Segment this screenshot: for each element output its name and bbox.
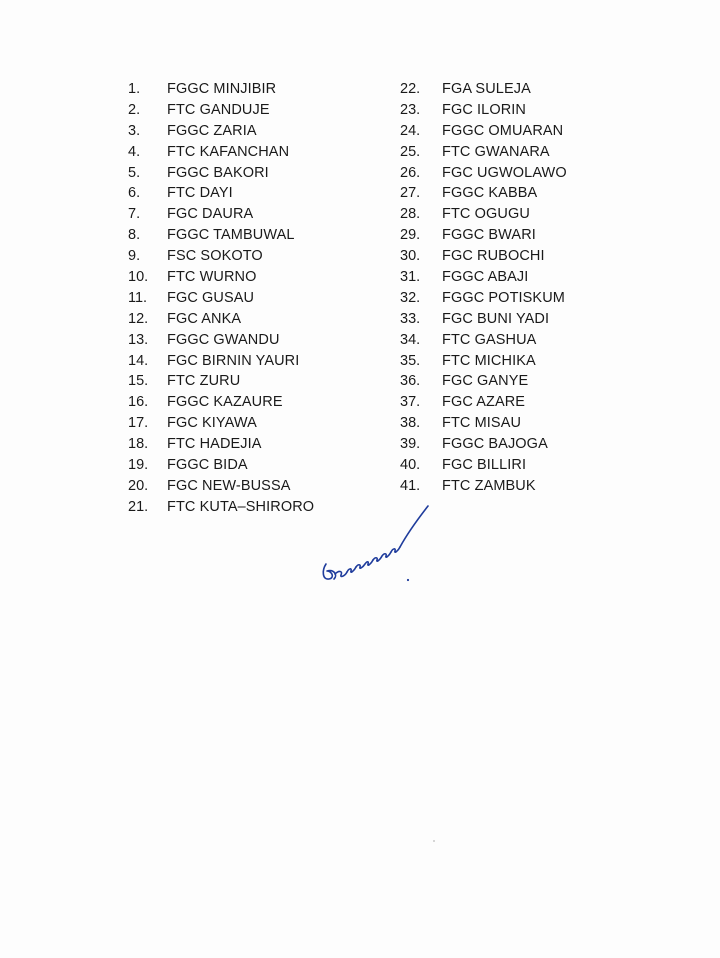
school-name: FGC GUSAU xyxy=(167,289,255,306)
list-item xyxy=(400,183,650,204)
list-item-number: 41. xyxy=(400,477,421,494)
list-item xyxy=(128,183,388,204)
list-item-number: 39. xyxy=(400,436,421,453)
school-name: FTC DAYI xyxy=(167,185,233,202)
list-item xyxy=(128,413,388,434)
school-name: FGGC POTISKUM xyxy=(442,289,565,306)
school-name: FTC MICHIKA xyxy=(442,352,536,369)
list-item xyxy=(400,455,650,476)
list-item xyxy=(400,204,650,225)
list-item-number: 35. xyxy=(400,352,421,369)
list-item-number: 16. xyxy=(128,394,149,411)
list-item-number: 12. xyxy=(128,310,149,327)
list-item-number: 9. xyxy=(128,248,141,265)
school-name: FGC RUBOCHI xyxy=(442,248,545,265)
list-item-number: 10. xyxy=(128,269,149,286)
list-item-number: 25. xyxy=(400,143,421,160)
school-name: FTC GASHUA xyxy=(442,331,537,348)
school-name: FGGC ZARIA xyxy=(167,122,257,139)
list-item-number: 27. xyxy=(400,185,421,202)
school-name: FGC GANYE xyxy=(442,373,529,390)
school-name: FGGC MINJIBIR xyxy=(167,81,277,97)
school-name: FGC BUNI YADI xyxy=(442,310,550,327)
school-name: FGC UGWOLAWO xyxy=(442,164,567,181)
list-item-number: 18. xyxy=(128,436,149,453)
list-item xyxy=(128,79,388,100)
list-item-number: 20. xyxy=(128,477,149,494)
list-item-number: 1. xyxy=(128,81,141,97)
school-name: FTC ZAMBUK xyxy=(442,477,536,494)
list-item xyxy=(128,246,388,267)
list-item xyxy=(128,392,388,413)
list-item xyxy=(128,142,388,163)
school-name: FGGC BWARI xyxy=(442,227,536,244)
school-name: FGA SULEJA xyxy=(442,81,531,97)
school-name: FTC GANDUJE xyxy=(167,101,270,118)
school-name: FTC KAFANCHAN xyxy=(167,143,290,160)
list-item-number: 28. xyxy=(400,206,421,223)
school-name: FTC KUTA–SHIRORO xyxy=(167,498,315,515)
list-item-number: 38. xyxy=(400,415,421,432)
list-item xyxy=(128,100,388,121)
list-item-number: 24. xyxy=(400,122,421,139)
list-item-number: 22. xyxy=(400,81,421,97)
list-item-number: 7. xyxy=(128,206,141,223)
school-name: FGGC ABAJI xyxy=(442,269,529,286)
list-item-number: 5. xyxy=(128,164,141,181)
list-item-number: 4. xyxy=(128,143,141,160)
list-item-number: 11. xyxy=(128,289,148,306)
list-item xyxy=(128,225,388,246)
school-name: FGC NEW-BUSSA xyxy=(167,477,291,494)
school-name: FGC AZARE xyxy=(442,394,526,411)
list-item-number: 33. xyxy=(400,310,421,327)
list-item-number: 13. xyxy=(128,331,149,348)
list-item-number: 15. xyxy=(128,373,149,390)
list-item xyxy=(128,434,388,455)
list-item-number: 29. xyxy=(400,227,421,244)
school-name: FGGC GWANDU xyxy=(167,331,280,348)
list-item xyxy=(400,246,650,267)
school-list-left-column xyxy=(128,79,388,518)
list-item xyxy=(400,434,650,455)
list-item-number: 21. xyxy=(128,498,149,515)
list-item xyxy=(128,351,388,372)
school-name: FTC HADEJIA xyxy=(167,436,262,453)
school-name: FGC BILLIRI xyxy=(442,457,527,474)
list-item-number: 2. xyxy=(128,101,141,118)
school-name: FTC WURNO xyxy=(167,269,257,286)
school-name: FGGC TAMBUWAL xyxy=(167,227,295,244)
school-name: FTC ZURU xyxy=(167,373,241,390)
school-name: FSC SOKOTO xyxy=(167,248,263,265)
list-item-number: 37. xyxy=(400,394,421,411)
list-item-number: 17. xyxy=(128,415,149,432)
list-item-number: 40. xyxy=(400,457,421,474)
list-item xyxy=(400,267,650,288)
list-item xyxy=(400,371,650,392)
list-item xyxy=(400,163,650,184)
school-name: FGGC KAZAURE xyxy=(167,394,283,411)
list-item-number: 34. xyxy=(400,331,421,348)
list-item xyxy=(400,79,650,100)
list-item-number: 30. xyxy=(400,248,421,265)
list-item-number: 23. xyxy=(400,101,421,118)
list-item xyxy=(128,455,388,476)
scan-speck xyxy=(433,840,435,842)
school-name: FGC ANKA xyxy=(167,310,242,327)
list-item xyxy=(128,204,388,225)
list-item xyxy=(128,288,388,309)
list-item xyxy=(400,476,650,497)
school-name: FGGC BAJOGA xyxy=(442,436,548,453)
list-item-number: 6. xyxy=(128,185,141,202)
list-item xyxy=(128,163,388,184)
school-name: FGC DAURA xyxy=(167,206,254,223)
school-name: FGGC BAKORI xyxy=(167,164,269,181)
list-item xyxy=(128,330,388,351)
list-item xyxy=(128,121,388,142)
list-item-number: 3. xyxy=(128,122,141,139)
list-item xyxy=(400,142,650,163)
school-name: FGC BIRNIN YAURI xyxy=(167,352,300,369)
school-name: FGC KIYAWA xyxy=(167,415,257,432)
list-item-number: 36. xyxy=(400,373,421,390)
school-name: FGGC KABBA xyxy=(442,185,538,202)
list-item xyxy=(128,371,388,392)
list-item-number: 14. xyxy=(128,352,149,369)
list-item-number: 8. xyxy=(128,227,141,244)
list-item xyxy=(400,351,650,372)
school-name: FTC OGUGU xyxy=(442,206,530,223)
list-item xyxy=(128,267,388,288)
list-item xyxy=(400,413,650,434)
school-list-right-column xyxy=(400,79,650,497)
list-item xyxy=(400,392,650,413)
list-item xyxy=(400,330,650,351)
list-item xyxy=(400,288,650,309)
list-item-number: 19. xyxy=(128,457,149,474)
school-name: FTC MISAU xyxy=(442,415,522,432)
school-name: FGC ILORIN xyxy=(442,101,526,118)
school-name: FTC GWANARA xyxy=(442,143,550,160)
list-item xyxy=(400,100,650,121)
list-item xyxy=(128,309,388,330)
list-item xyxy=(400,309,650,330)
list-item-number: 26. xyxy=(400,164,421,181)
handwritten-signature xyxy=(316,494,432,586)
list-item-number: 32. xyxy=(400,289,421,306)
list-item xyxy=(400,225,650,246)
list-item-number: 31. xyxy=(400,269,421,286)
school-name: FGGC OMUARAN xyxy=(442,122,564,139)
school-name: FGGC BIDA xyxy=(167,457,248,474)
list-item xyxy=(400,121,650,142)
